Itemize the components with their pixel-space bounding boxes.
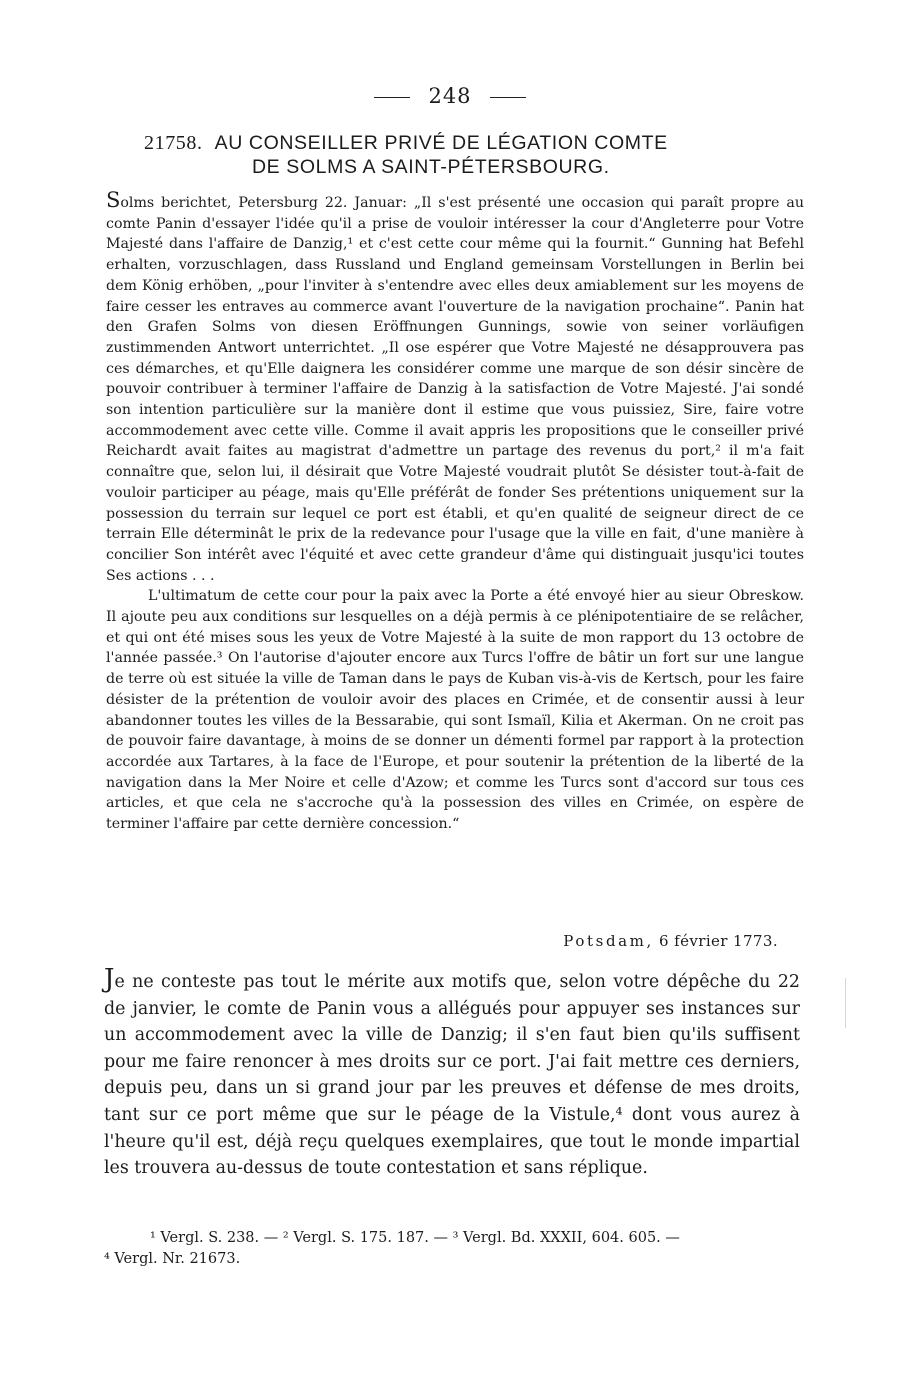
page-number [0, 84, 900, 108]
left-rule [374, 97, 410, 98]
right-rule [490, 97, 526, 98]
letter-paragraph [104, 966, 800, 1182]
summary-paragraph-1-text: olms berichtet, Petersburg 22. Januar: „Il s'est présenté une occasion qui paraît propre au comte Panin d'essayer l'idée qu'il a prise de vouloir intéresser la cour d'Angleterre pour Votre Majesté dans l'affaire de Danzig,¹ et c'est cette cour même qui la fournit.“ Gunning hat Befehl erhalten, vorzuschlagen, dass Russland und England gemeinsam Vorstellungen in Berlin bei dem König erhöben, „pour l'inviter à s'entendre avec elles deux amiablement sur les moyens de faire cesser les entraves au commerce avant l'ouverture de la navigation prochaine“. Panin hat den Grafen Solms von diesen Eröffnungen Gunnings, sowie von seiner vorläufigen zustimmenden Antwort unterrichtet. „Il ose espérer que Votre Majesté ne désapprouvera pas ces démarches, et qu'Elle daignera les considérer comme une marque de son désir sincère de pouvoir contribuer à terminer l'affaire de Danzig à la satisfaction de Votre Majesté. J'ai sondé son intention particulière sur la manière dont il estime que vous puissiez, Sire, faire votre accommodement avec cette ville. Comme il avait appris les propositions que le conseiller privé Reichardt avait faites au magistrat d'admettre un partage des revenus du port,² il m'a fait connaître que, selon lui, il désirait que Votre Majesté voudrait plutôt Se désister tout-à-fait de vouloir participer au péage, mais qu'Elle préférât de fonder Ses prétentions uniquement sur la possession du terrain sur lequel ce port est établi, et qu'en qualité de seigneur direct de ce terrain Elle déterminât le prix de la redevance pour l'usage que la ville en fait, d'une manière à concilier Son intérêt avec l'équité et avec cette grandeur d'âme qui distinguait jusqu'ici toutes Ses actions . . . [106, 195, 804, 584]
dateline [106, 932, 778, 950]
dateline-date: 6 février 1773. [659, 932, 778, 950]
page-number-text: 248 [428, 84, 472, 108]
dateline-place: Potsdam, [563, 932, 654, 950]
footnotes [104, 1228, 804, 1270]
document-heading [100, 131, 800, 179]
footnote-line-1: ¹ Vergl. S. 238. — ² Vergl. S. 175. 187. — ³ Vergl. Bd. XXXII, 604. 605. — [150, 1230, 680, 1246]
margin-mark [845, 978, 846, 1028]
report-summary [106, 190, 804, 835]
summary-initial: S [106, 188, 121, 212]
heading-line-2: DE SOLMS A SAINT-PÉTERSBOURG. [252, 156, 610, 178]
summary-paragraph-1 [106, 190, 804, 586]
letter-initial: J [104, 964, 115, 994]
heading-title-1: AU CONSEILLER PRIVÉ DE LÉGATION COMTE [214, 132, 668, 154]
heading-line-1 [144, 131, 800, 155]
summary-paragraph-2: L'ultimatum de cette cour pour la paix avec la Porte a été envoyé hier au sieur Obreskow. Il ajoute peu aux conditions sur lesquelles on a déjà permis à ce plénipotentiaire de se relâcher, et qui ont été mises sous les yeux de Votre Majesté à la suite de mon rapport du 13 octobre de l'année passée.³ On l'autorise d'ajouter encore aux Turcs l'offre de bâtir un fort sur une langue de terre où est située la ville de Taman dans le pays de Kuban vis-à-vis de Kertsch, pour les faire désister de la prétention de vouloir avoir des places en Crimée, et de consentir aussi à leur abandonner toutes les villes de la Bessarabie, qui sont Ismaïl, Kilia et Akerman. On ne croit pas de pouvoir faire davantage, à moins de se donner un démenti formel par rapport à la protection accordée aux Tartares, à la face de l'Europe, et pour soutenir la prétention de la liberté de la navigation dans la Mer Noire et celle d'Azow; et comme les Turcs sont d'accord sur tous ces articles, et que cela ne s'accroche qu'à la possession des villes en Crimée, on espère de terminer l'affaire par cette dernière concession.“ [106, 588, 804, 833]
document-number: 21758. [144, 132, 203, 154]
letter-body [104, 966, 800, 1182]
footnote-line-2: ⁴ Vergl. Nr. 21673. [104, 1251, 241, 1267]
letter-text: e ne conteste pas tout le mérite aux motifs que, selon votre dépêche du 22 de janvier, le comte de Panin vous a allégués pour appuyer ses instances sur un accommodement avec la ville de Danzig; il s'en faut bien qu'ils suffisent pour me faire renoncer à mes droits sur ce port. J'ai fait mettre ces derniers, depuis peu, dans un si grand jour par les preuves et défense de mes droits, tant sur ce port même que sur le péage de la Vistule,⁴ dont vous aurez à l'heure qu'il est, déjà reçu quelques exemplaires, que tout le monde impartial les trouvera au-dessus de toute contestation et sans réplique. [104, 972, 800, 1179]
